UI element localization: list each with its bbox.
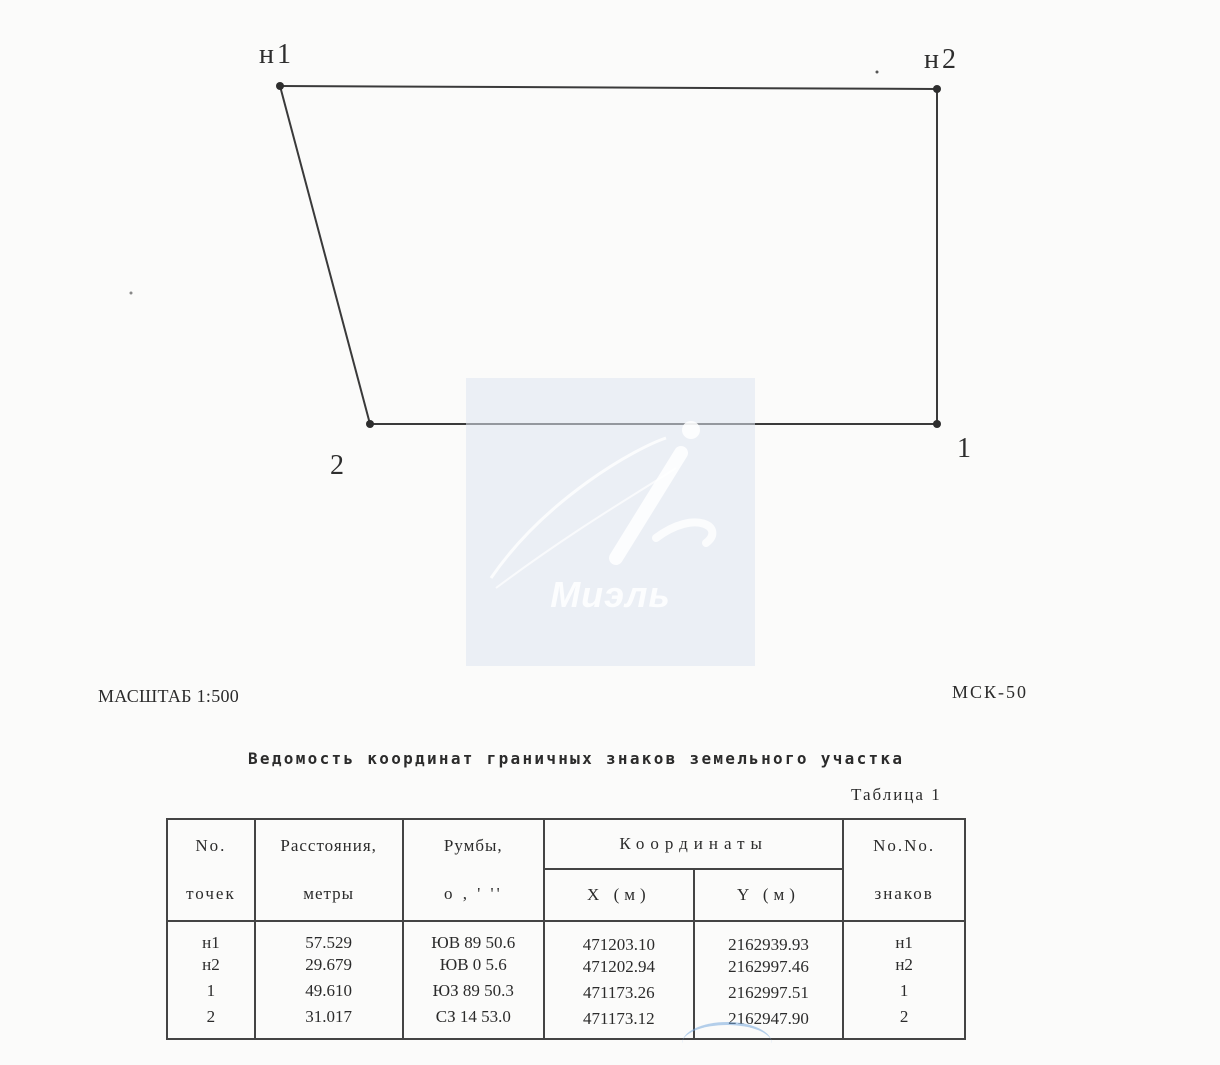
vertex-n2 — [933, 85, 941, 93]
cell-distance: 31.017 — [305, 1007, 353, 1026]
cell-sign: 1 — [899, 981, 909, 1000]
header-point-no-line2: точек — [186, 884, 236, 903]
col-points — [167, 921, 255, 1039]
cell-distance: 57.529 — [305, 933, 353, 952]
stamp-seal-fragment — [682, 1022, 772, 1065]
table-header-row — [167, 819, 965, 869]
col-y — [694, 921, 844, 1039]
cell-point: н2 — [202, 955, 220, 974]
header-bearing — [403, 819, 545, 921]
watermark-logo — [466, 378, 755, 666]
header-point-no — [167, 819, 255, 921]
header-sign-no-line1: No.No. — [873, 836, 936, 855]
scale-label: МАСШТАБ 1:500 — [98, 686, 240, 706]
header-x: X (м) — [544, 869, 694, 921]
cell-y: 2162939.93 — [728, 935, 809, 954]
table-number: Таблица 1 — [851, 785, 942, 804]
label-n2: н2 — [924, 44, 959, 75]
cell-point: 1 — [206, 981, 216, 1000]
cell-x: 471203.10 — [582, 935, 655, 954]
coordinate-system-label: МСК-50 — [952, 682, 1029, 702]
header-bearing-line1: Румбы, — [443, 836, 503, 855]
label-1: 1 — [957, 433, 971, 464]
statement-title: Ведомость координат граничных знаков земельного участка — [248, 749, 905, 768]
cell-bearing: ЮЗ 89 50.3 — [432, 981, 514, 1000]
cell-sign: 2 — [899, 1007, 909, 1026]
cell-x: 471173.12 — [583, 1009, 655, 1028]
header-y: Y (м) — [694, 869, 844, 921]
watermark-text: Миэль — [550, 574, 671, 615]
col-signs — [843, 921, 965, 1039]
col-distances — [255, 921, 403, 1039]
specks — [876, 71, 879, 74]
header-sign-no — [843, 819, 965, 921]
vertex-n1 — [276, 82, 284, 90]
cell-sign: н1 — [895, 933, 913, 952]
header-point-no-line1: No. — [195, 836, 227, 855]
speck-left — [130, 292, 133, 295]
label-n1: н1 — [259, 39, 294, 70]
table-data-row — [167, 921, 965, 1039]
cell-y: 2162997.51 — [728, 983, 809, 1002]
header-bearing-line2: о , ' '' — [443, 884, 503, 903]
header-sign-no-line2: знаков — [874, 884, 934, 903]
cell-bearing: ЮВ 89 50.6 — [431, 933, 516, 952]
cell-bearing: ЮВ 0 5.6 — [439, 955, 507, 974]
coordinates-table — [166, 818, 966, 1040]
header-coordinates: Координаты — [544, 819, 843, 869]
cell-y: 2162947.90 — [728, 1009, 809, 1028]
col-x — [544, 921, 694, 1039]
cell-x: 471202.94 — [582, 957, 655, 976]
label-2: 2 — [330, 450, 344, 481]
vertex-2 — [366, 420, 374, 428]
boundary-2-n1 — [280, 86, 370, 424]
cell-sign: н2 — [895, 955, 913, 974]
vertex-1 — [933, 420, 941, 428]
boundary-n1-n2 — [280, 86, 937, 89]
cell-point: н1 — [202, 933, 220, 952]
header-distance-line1: Расстояния, — [280, 836, 377, 855]
header-distance — [255, 819, 403, 921]
cell-point: 2 — [206, 1007, 216, 1026]
cell-distance: 49.610 — [305, 981, 353, 1000]
header-distance-line2: метры — [303, 884, 355, 903]
col-bearings — [403, 921, 545, 1039]
cell-bearing: СЗ 14 53.0 — [435, 1007, 511, 1026]
watermark-swoosh-icon — [466, 378, 755, 666]
cell-x: 471173.26 — [583, 983, 655, 1002]
cell-distance: 29.679 — [305, 955, 353, 974]
cell-y: 2162997.46 — [728, 957, 809, 976]
